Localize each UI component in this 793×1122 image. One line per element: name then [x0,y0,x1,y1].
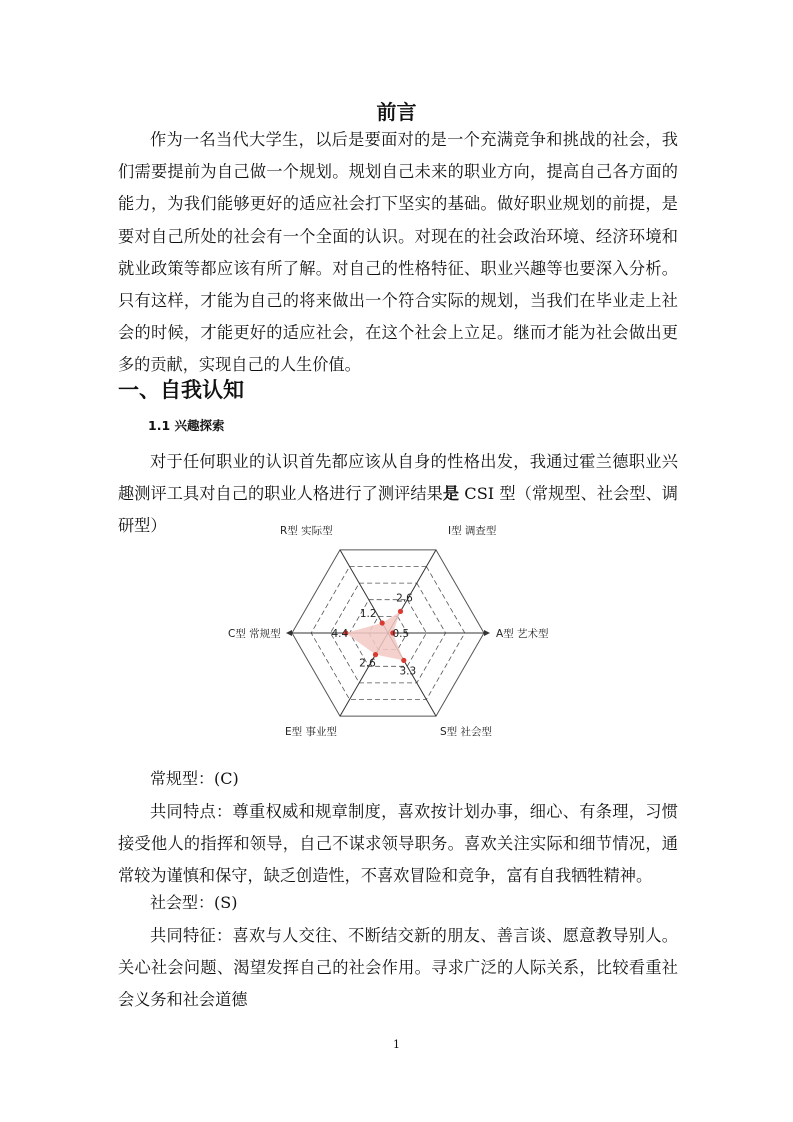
radar-value-label-0: 2.6 [396,592,413,605]
radar-axis-label-3: E型 事业型 [285,726,337,738]
radar-axis-line [340,550,388,633]
test-intro-text-b: CSI 型（常规型、社会型、调研型） [118,484,678,536]
test-intro-text-a: 对于任何职业的认识首先都应该从自身的性格出发，我通过霍兰德职业兴趣测评工具对自己的职业人格进行了测评结果 [118,452,678,504]
test-intro-bold: 是 [442,484,460,504]
conventional-type-label: 常规型：(C) [150,769,239,788]
radar-point-2 [401,658,406,663]
radar-axis-label-4: C型 常规型 [228,628,281,640]
axis-arrow-right [484,630,490,636]
page-number: 1 [393,1038,400,1051]
page-title: 前言 [376,100,417,124]
intro-paragraph: 作为一名当代大学生，以后是要面对的是一个充满竞争和挑战的社会，我们需要提前为自己做一个规划。规划自己未来的职业方向，提高自己各方面的能力，为我们能够更好的适应社会打下坚实的基础。做好职业规划的前提，是要对自己所处的社会有一个全面的认识。对现在的社会政治环境、经济环境和就业政策等都应该有所了解。对自己的性格特征、职业兴趣等也要深入分析。只有这样，才能为自己的将来做出一个符合实际的规划，当我们在毕业走上社会的时候，才能更好的适应社会，在这个社会上立足。继而才能为社会做出更多的贡献，实现自己的人生价值。 [118,130,678,375]
radar-axis-label-1: A型 艺术型 [496,628,549,640]
radar-value-label-4: 4.4 [331,628,349,640]
radar-axis-label-2: S型 社会型 [440,726,493,738]
radar-point-0 [398,609,403,614]
social-type-label: 社会型：(S) [150,893,238,912]
radar-value-label-3: 2.6 [359,657,376,670]
holland-radar-chart [200,516,595,746]
axis-arrow-left [286,630,292,636]
social-traits-paragraph: 共同特征：喜欢与人交往、不断结交新的朋友、善言谈、愿意教导别人。关心社会问题、渴望发挥自己的社会作用。寻求广泛的人际关系，比较看重社会义务和社会道德 [118,926,678,1010]
radar-value-label-2: 3.3 [399,665,417,678]
radar-axis-label-0: I型 调查型 [448,525,497,537]
subsection-heading-interest: 1.1 兴趣探索 [148,418,225,433]
conventional-traits-paragraph: 共同特点：尊重权威和规章制度，喜欢按计划办事，细心、有条理，习惯接受他人的指挥和领导，自己不谋求领导职务。喜欢关注实际和细节情况，通常较为谨慎和保守，缺乏创造性，不喜欢冒险和竞争，富有自我牺牲精神。 [118,802,678,886]
radar-value-label-1: 0.5 [392,628,410,640]
radar-point-3 [373,652,378,657]
radar-axis-label-5: R型 实际型 [280,525,333,537]
radar-point-5 [380,620,385,625]
section-heading-self-awareness: 一、自我认知 [118,378,244,402]
radar-value-label-5: 1.2 [359,608,377,620]
